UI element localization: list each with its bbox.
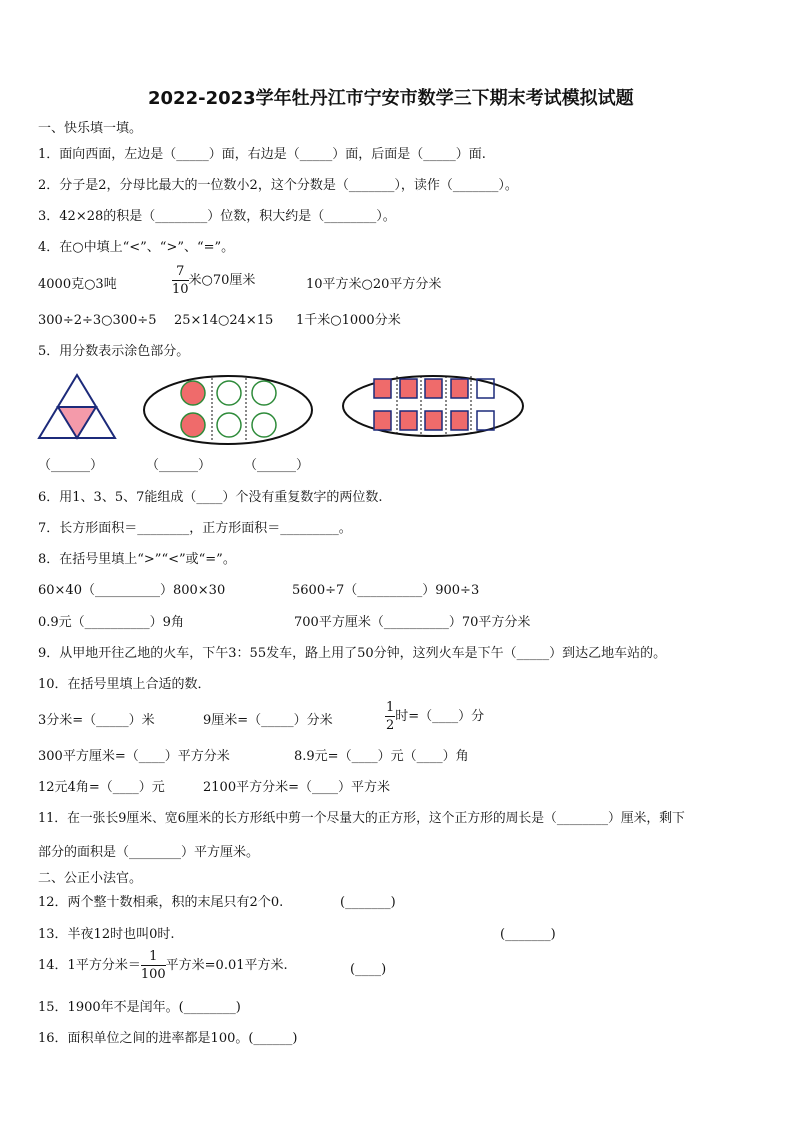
question-16: 16．面积单位之间的进率都是100。(______) bbox=[38, 1031, 298, 1046]
question-15: 15．1900年不是闰年。(________) bbox=[38, 1000, 241, 1015]
q8-item: 5600÷7（__________）900÷3 bbox=[292, 583, 480, 598]
q8-item: 60×40（__________）800×30 bbox=[38, 583, 226, 598]
oval bbox=[144, 376, 312, 444]
denominator: 10 bbox=[172, 282, 189, 297]
q10-item: 3分米=（_____）米 bbox=[38, 713, 155, 728]
q4-item: 1千米○1000分米 bbox=[296, 313, 401, 328]
question-6: 6．用1、3、5、7能组成（____）个没有重复数字的两位数. bbox=[38, 490, 383, 505]
denominator: 100 bbox=[140, 967, 166, 982]
q5-answer-blank[interactable]: （______） bbox=[38, 458, 104, 473]
shaded-square bbox=[451, 379, 468, 398]
q4-item: 25×14○24×15 bbox=[174, 313, 274, 328]
question-11-line2: 部分的面积是（________）平方厘米。 bbox=[38, 845, 260, 860]
numerator: 1 bbox=[141, 950, 166, 966]
shaded-square bbox=[374, 379, 391, 398]
shaded-square bbox=[400, 379, 417, 398]
question-12: 12．两个整十数相乘，积的末尾只有2个0. bbox=[38, 895, 284, 910]
q5-answer-blank[interactable]: （______） bbox=[244, 458, 310, 473]
empty-circle bbox=[252, 381, 276, 405]
question-4-stem: 4．在○中填上“<”、“>”、“=”。 bbox=[38, 240, 235, 255]
q10-item: 12元4角=（____）元 bbox=[38, 780, 165, 795]
question-2: 2．分子是2，分母比最大的一位数小2，这个分数是（_______），读作（_______）。 bbox=[38, 178, 518, 193]
empty-circle bbox=[217, 413, 241, 437]
circles-oval-figure bbox=[144, 376, 312, 444]
shaded-triangle bbox=[58, 407, 96, 438]
page-title: 2022-2023学年牡丹江市宁安市数学三下期末考试模拟试题 bbox=[148, 88, 634, 109]
q5-figures bbox=[0, 370, 794, 460]
q14-answer-blank[interactable]: (____) bbox=[350, 962, 387, 977]
shaded-square bbox=[374, 411, 391, 430]
q10-item: 9厘米=（_____）分米 bbox=[203, 713, 333, 728]
shaded-square bbox=[400, 411, 417, 430]
q10-item: 8.9元=（____）元（____）角 bbox=[294, 749, 469, 764]
question-3: 3．42×28的积是（________）位数，积大约是（________）。 bbox=[38, 209, 396, 224]
shaded-circle bbox=[181, 381, 205, 405]
q10-item: 300平方厘米=（____）平方分米 bbox=[38, 749, 230, 764]
question-13: 13．半夜12时也叫0时. bbox=[38, 927, 175, 942]
q4-item-fraction bbox=[172, 265, 255, 296]
shaded-circle bbox=[181, 413, 205, 437]
shaded-square bbox=[425, 379, 442, 398]
denominator: 2 bbox=[386, 718, 395, 733]
shaded-square bbox=[425, 411, 442, 430]
q13-answer-blank[interactable]: (_______) bbox=[500, 927, 556, 942]
section-heading: 二、公正小法官。 bbox=[38, 871, 143, 886]
fraction bbox=[385, 701, 395, 732]
q14-text: 14．1平方分米＝ bbox=[38, 958, 141, 973]
empty-circle bbox=[252, 413, 276, 437]
numerator: 1 bbox=[386, 700, 395, 715]
q4-item: 4000克○3吨 bbox=[38, 277, 117, 292]
question-14 bbox=[38, 950, 288, 981]
q8-item: 700平方厘米（__________）70平方分米 bbox=[294, 615, 531, 630]
q10-item: 2100平方分米=（____）平方米 bbox=[203, 780, 390, 795]
triangle-figure bbox=[39, 375, 115, 438]
question-1: 1．面向西面，左边是（_____）面，右边是（_____）面，后面是（_____）面. bbox=[38, 147, 486, 162]
question-10-stem: 10．在括号里填上合适的数． bbox=[38, 677, 211, 692]
fraction bbox=[172, 265, 189, 296]
question-9: 9．从甲地开往乙地的火车，下午3：55发车，路上用了50分钟，这列火车是下午（_____）到达乙地车站的。 bbox=[38, 646, 667, 661]
shaded-square bbox=[451, 411, 468, 430]
question-7: 7．长方形面积＝________，正方形面积＝_________。 bbox=[38, 521, 352, 536]
q10-item-fraction bbox=[385, 701, 484, 732]
q4-item: 300÷2÷3○300÷5 bbox=[38, 313, 157, 328]
squares-oval-figure bbox=[343, 376, 523, 436]
q10-item-text: 时=（____）分 bbox=[395, 709, 485, 724]
q4-item: 10平方米○20平方分米 bbox=[306, 277, 442, 292]
numerator: 7 bbox=[172, 265, 189, 281]
q4-item-text: 米○70厘米 bbox=[188, 273, 256, 288]
section-heading: 一、快乐填一填。 bbox=[38, 121, 143, 136]
q8-item: 0.9元（__________）9角 bbox=[38, 615, 184, 630]
q14-text: 平方米=0.01平方米. bbox=[165, 958, 288, 973]
empty-circle bbox=[217, 381, 241, 405]
q12-answer-blank[interactable]: (_______) bbox=[340, 895, 396, 910]
question-8-stem: 8．在括号里填上“>”“<”或“=”。 bbox=[38, 552, 236, 567]
q5-answer-blank[interactable]: （______） bbox=[146, 458, 212, 473]
question-11-line1: 11．在一张长9厘米、宽6厘米的长方形纸中剪一个尽量大的正方形，这个正方形的周长是（________）厘米，剩下 bbox=[38, 811, 685, 826]
question-5-stem: 5．用分数表示涂色部分。 bbox=[38, 344, 190, 359]
fraction bbox=[141, 950, 166, 981]
empty-square bbox=[477, 411, 494, 430]
